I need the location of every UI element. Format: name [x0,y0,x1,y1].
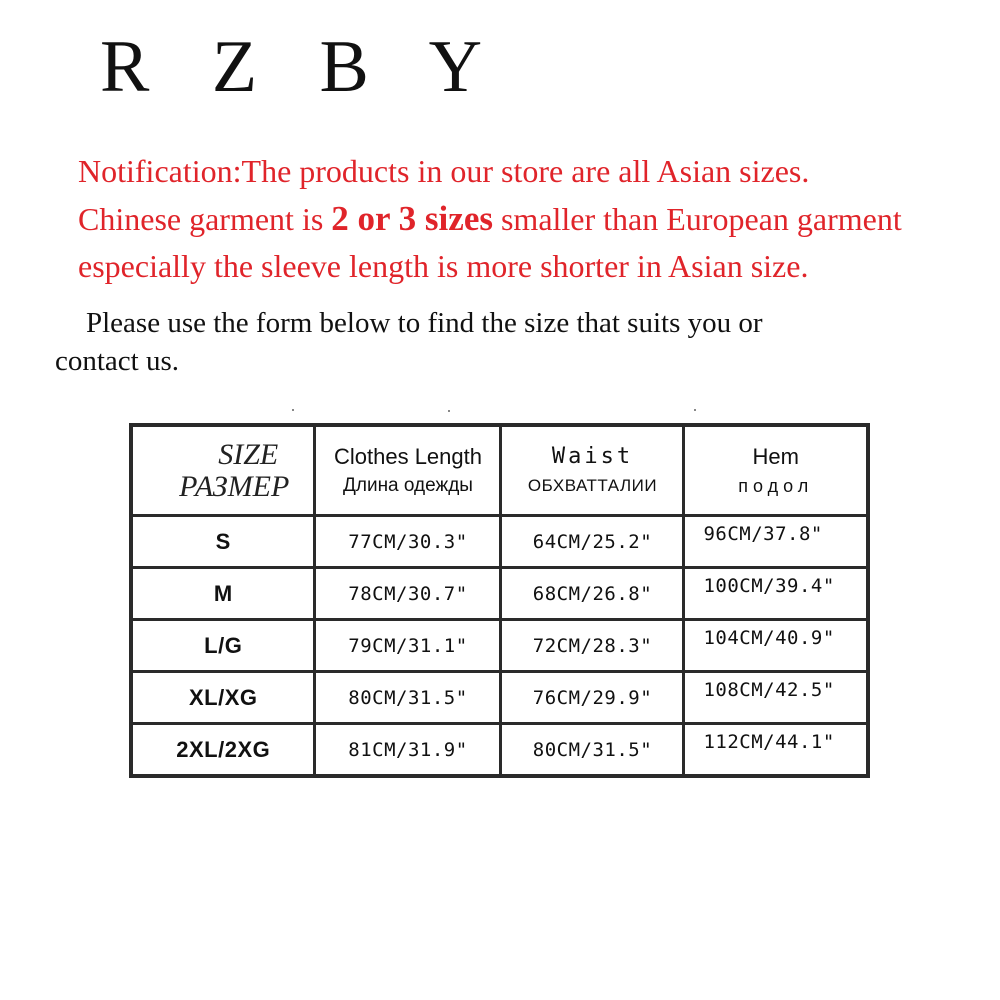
header-length-en: Clothes Length [333,443,482,469]
header-size-en: SIZE [218,437,279,471]
table-row [131,516,868,568]
length-cell: 81CM/31.9" [315,724,501,777]
header-clothes-length [315,425,501,516]
notice-emphasis: 2 or 3 sizes [331,199,493,238]
header-length-ru: Длина одежды [343,474,473,496]
table-row [131,620,868,672]
size-cell: S [131,516,315,568]
header-hem [684,425,868,516]
notice-line-3: especially the sleeve length is more shorter in Asian size. [78,248,809,284]
hem-cell: 104CM/40.9" [684,620,868,672]
notice-line-2 [78,195,978,243]
size-cell: L/G [131,620,315,672]
size-cell: M [131,568,315,620]
notice-line-2-end: smaller than European garment [492,201,902,237]
length-cell: 80CM/31.5" [315,672,501,724]
waist-cell: 80CM/31.5" [501,724,684,777]
brand-logo: R Z B Y [100,26,505,108]
waist-cell: 76CM/29.9" [501,672,684,724]
notice-line-2-start: Chinese garment is [78,201,332,237]
table-row [131,568,868,620]
instructions-text [55,304,875,380]
size-chart-table [129,423,870,778]
hem-cell: 96CM/37.8" [684,516,868,568]
decorative-dots [290,408,710,412]
header-size-ru: РАЗМЕР [179,469,290,503]
header-hem-en: Hem [752,443,799,469]
length-cell: 77CM/30.3" [315,516,501,568]
hem-cell: 112CM/44.1" [684,724,868,777]
instructions-line-1: Please use the form below to find the size that suits you or [86,307,763,339]
header-size [131,425,315,516]
hem-cell: 108CM/42.5" [684,672,868,724]
header-waist [501,425,684,516]
table-header-row [131,425,868,516]
header-waist-ru: ОБХВАТТАЛИИ [527,475,658,495]
table-row [131,724,868,777]
waist-cell: 68CM/26.8" [501,568,684,620]
header-waist-en: Waist [551,443,634,469]
length-cell: 79CM/31.1" [315,620,501,672]
hem-cell: 100CM/39.4" [684,568,868,620]
waist-cell: 72CM/28.3" [501,620,684,672]
notice-line-1: Notification:The products in our store are all Asian sizes. [78,153,810,189]
size-notice [78,148,978,290]
header-hem-ru: подол [738,475,814,496]
table-row [131,672,868,724]
size-cell: XL/XG [131,672,315,724]
instructions-line-2: contact us. [55,345,180,377]
length-cell: 78CM/30.7" [315,568,501,620]
size-cell: 2XL/2XG [131,724,315,777]
waist-cell: 64CM/25.2" [501,516,684,568]
